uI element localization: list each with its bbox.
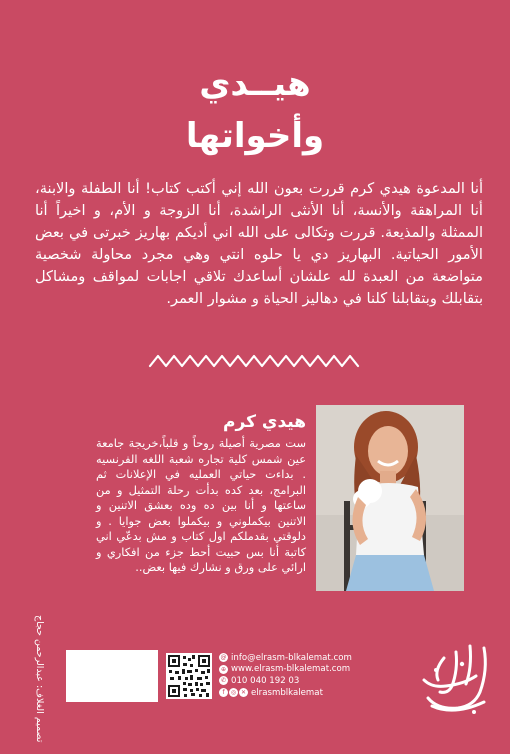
contact-phone[interactable] bbox=[219, 675, 359, 687]
contact-website-text: www.elrasm-blkalemat.com bbox=[231, 664, 351, 675]
instagram-icon: ◎ bbox=[230, 689, 237, 697]
back-cover-blurb: أنا المدعوة هيدي كرم قررت بعون الله إني أكتب كتاب! أنا الطفلة والابنة، أنا المراهقة والأنسة، أنا الأنثى الراشدة، أنا الزوجة و الأم، و اخيراً أنا الممثلة والمذيعة. قررت وتكالى على الله اني أديكم بهاريز خبرتى في بعض الأمور الحياتية. البهاريز دي يا حلوه انتي وهي مجرد محاولة شخصية متواضعة من العبدة لله علشان أساعدك تلاقي اجابات لمواقف ومشاكل بتقابلك وبتقابلنا كلنا في دهاليز الحياة و مشوار العمر. bbox=[35, 180, 483, 307]
contact-info bbox=[219, 652, 359, 698]
phone-icon: ✆ bbox=[220, 677, 227, 685]
contact-social[interactable] bbox=[219, 687, 359, 699]
contact-social-text: elrasmblkalemat bbox=[251, 687, 323, 698]
cover-design-credit: تصميم الغلاف: عبدالرحمن حجاج bbox=[34, 615, 45, 743]
contact-email-text: info@elrasm-blkalemat.com bbox=[231, 652, 352, 663]
barcode-area bbox=[66, 650, 158, 702]
author-photo bbox=[316, 405, 464, 591]
contact-phone-text: 010 040 192 03 bbox=[231, 675, 300, 686]
contact-email[interactable] bbox=[219, 652, 359, 664]
contact-website[interactable] bbox=[219, 664, 359, 676]
facebook-icon: f bbox=[219, 688, 228, 697]
publisher-logo bbox=[414, 640, 498, 718]
social-icons bbox=[219, 688, 248, 697]
qr-code bbox=[166, 653, 212, 699]
title-line-1: هيــدي bbox=[199, 64, 311, 104]
author-name: هيدي كرم bbox=[223, 412, 306, 432]
x-icon: ✕ bbox=[240, 689, 247, 697]
zigzag-divider bbox=[148, 352, 362, 370]
title-line-2: وأخواتها bbox=[185, 116, 325, 156]
author-bio: ست مصرية أصيلة روحاً و قلباً،خريجة جامعة عين شمس كلية تجاره شعبة اللغه الفرنسيه . بداءت حياتي العمليه في الإعلانات ثم البرامج، بعد كده بدأت رحلة التمثيل و من ساعتها و أنا بين ده وده بعشق الاتنين و الاتنين بيكملوني و بيكملوا بعض جوايا . و دلوقتي بقدملكم اول كتاب و مش بدعّي اني كاتبة أنا بس حبيت أحط جزء من افكاري و ارائي على ورق و نشارك فيها بعض.. bbox=[96, 436, 306, 574]
book-title bbox=[0, 62, 510, 160]
web-icon: ⊕ bbox=[220, 665, 227, 673]
email-icon: @ bbox=[220, 654, 227, 662]
